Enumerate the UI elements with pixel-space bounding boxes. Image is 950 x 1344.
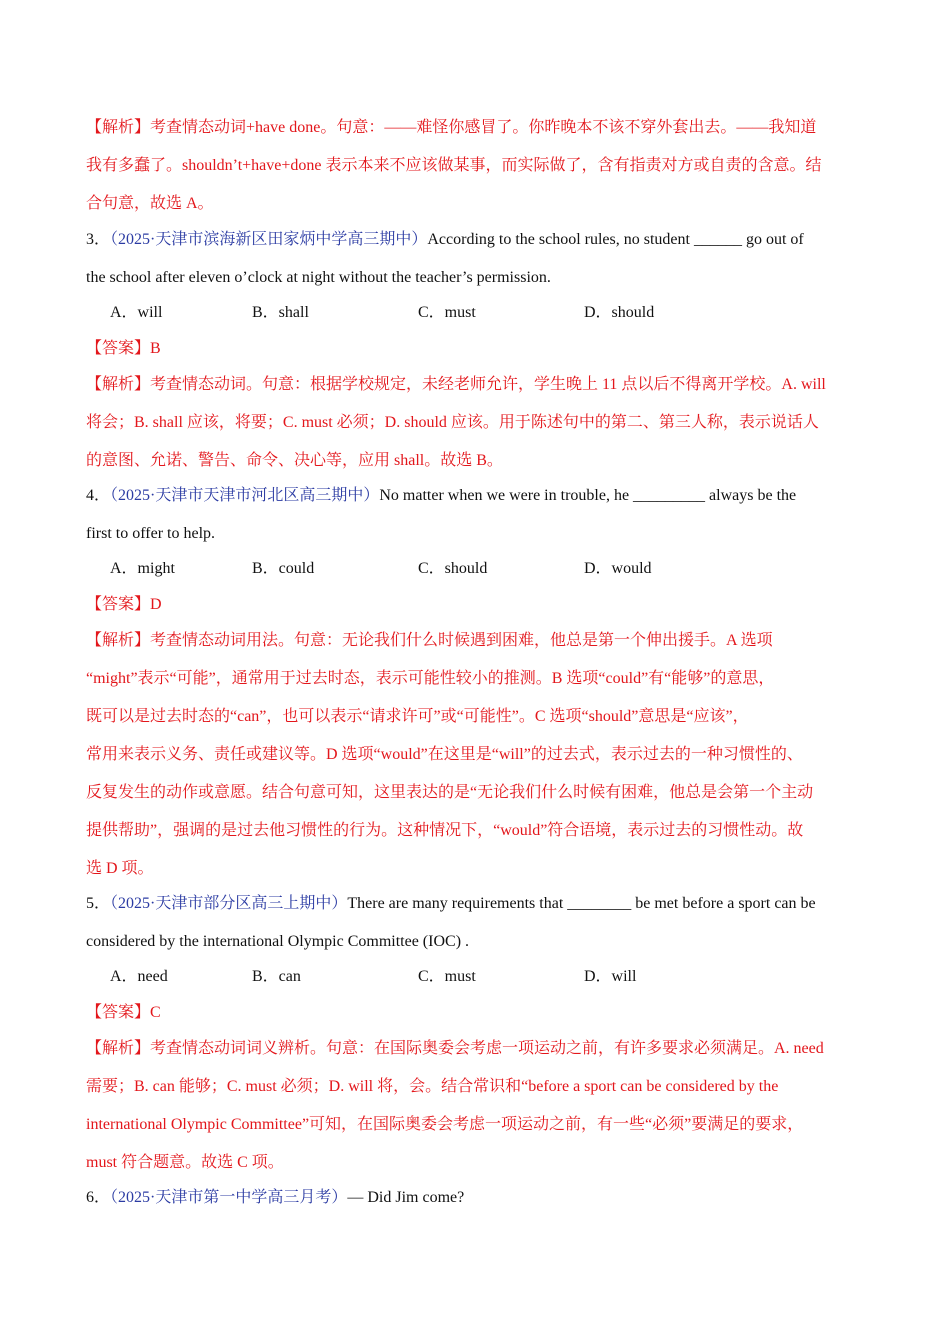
q2-analysis-line: 我有多蠢了。shouldn’t+have+done 表示本来不应该做某事，而实际做了，含有指责对方或自责的含意。结 [86,157,822,174]
question-4 [86,486,796,506]
answer: 【答案】D [86,596,162,613]
option-b: B．could [252,560,315,577]
analysis-line: 提供帮助”，强调的是过去他习惯性的行为。这种情况下，“would”符合语境，表示过去的习惯性动。故 [86,822,804,839]
answer: 【答案】B [86,340,161,357]
analysis-line: 需要；B. can 能够；C. must 必须；D. will 将，会。结合常识和“before a sport can be considered by the [86,1078,779,1095]
question-number: 5． [86,895,111,912]
question-stem: the school after eleven o’clock at night without the teacher’s permission. [86,269,551,286]
question-source: （2025·天津市天津市河北区高三期中） [110,487,380,504]
option-b: B．shall [252,304,309,321]
analysis-line: “might”表示“可能”，通常用于过去时态，表示可能性较小的推测。B 选项“could”有“能够”的意思， [86,670,775,687]
option-d: D．would [584,560,652,577]
question-number: 4． [86,487,111,504]
question-stem: According to the school rules, no student ______ go out of [427,231,804,248]
analysis-line: 【解析】考查情态动词词义辨析。句意：在国际奥委会考虑一项运动之前，有许多要求必须满足。A. need [86,1040,824,1057]
option-c: C．must [418,968,476,985]
question-6 [86,1188,464,1208]
option-a: A．might [110,560,175,577]
option-a: A．need [110,968,168,985]
question-stem: No matter when we were in trouble, he _________ always be the [379,487,797,504]
analysis-line: 既可以是过去时态的“can”，也可以表示“请求许可”或“可能性”。C 选项“should”意思是“应该”， [86,708,749,725]
question-source: （2025·天津市第一中学高三月考） [110,1189,348,1206]
q2-analysis-line: 合句意，故选 A。 [86,195,214,212]
question-source: （2025·天津市滨海新区田家炳中学高三期中） [110,231,428,248]
question-stem: considered by the international Olympic Committee (IOC) . [86,933,470,950]
option-d: D．should [584,304,655,321]
analysis-line: 的意图、允诺、警告、命令、决心等，应用 shall。故选 B。 [86,452,503,469]
analysis-line: 将会；B. shall 应该，将要；C. must 必须；D. should 应该。用于陈述句中的第二、第三人称，表示说话人 [86,414,819,431]
question-stem: There are many requirements that ________ be met before a sport can be [347,895,816,912]
analysis-line: 常用来表示义务、责任或建议等。D 选项“would”在这里是“will”的过去式，表示过去的一种习惯性的、 [86,746,803,763]
option-c: C．should [418,560,488,577]
analysis-line: must 符合题意。故选 C 项。 [86,1154,284,1171]
question-5 [86,894,816,914]
option-d: D．will [584,968,637,985]
question-source: （2025·天津市部分区高三上期中） [110,895,348,912]
question-stem: — Did Jim come? [347,1189,465,1206]
question-stem: first to offer to help. [86,525,216,542]
question-number: 3． [86,231,111,248]
option-b: B．can [252,968,301,985]
analysis-line: international Olympic Committee”可知，在国际奥委会考虑一项运动之前，有一些“必须”要满足的要求， [86,1116,804,1133]
question-number: 6． [86,1189,111,1206]
option-c: C．must [418,304,476,321]
option-a: A．will [110,304,163,321]
analysis-line: 选 D 项。 [86,860,154,877]
analysis-line: 反复发生的动作或意愿。结合句意可知，这里表达的是“无论我们什么时候有困难，他总是会第一个主动 [86,784,814,801]
q2-analysis-line: 【解析】考查情态动词+have done。句意：——难怪你感冒了。你昨晚本不该不穿外套出去。——我知道 [86,119,817,136]
analysis-line: 【解析】考查情态动词。句意：根据学校规定，未经老师允许，学生晚上 11 点以后不得离开学校。A. will [86,376,826,393]
question-3 [86,230,804,250]
answer: 【答案】C [86,1004,161,1021]
analysis-line: 【解析】考查情态动词用法。句意：无论我们什么时候遇到困难，他总是第一个伸出援手。A 选项 [86,632,773,649]
